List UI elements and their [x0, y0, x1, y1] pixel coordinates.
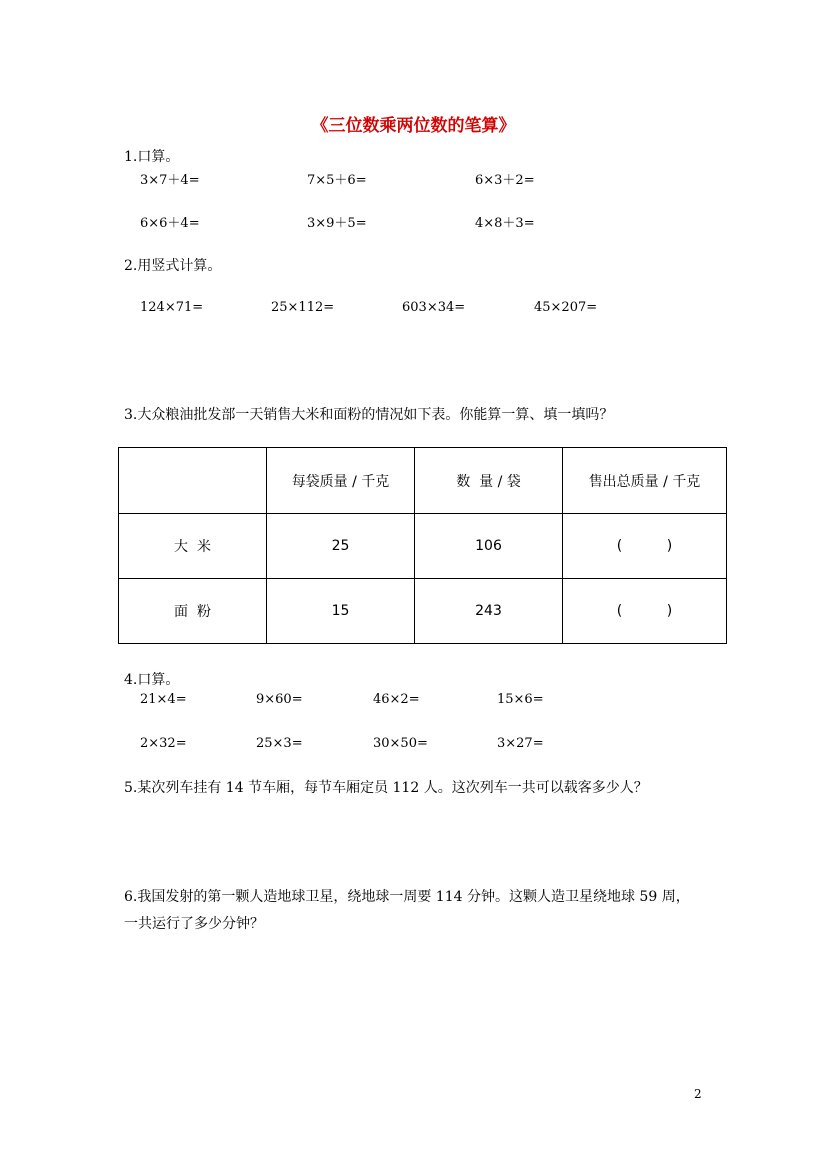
table-header-cell: 数 量 / 袋	[415, 448, 563, 514]
table-row	[119, 514, 727, 579]
page-title: 《三位数乘两位数的笔算》	[311, 116, 516, 136]
q2-expr: 603×34=	[402, 300, 466, 315]
q5-text: 5.某次列车挂有 14 节车厢，每节车厢定员 112 人。这次列车一共可以载客多少人？	[124, 780, 648, 796]
q4-expr: 21×4=	[140, 692, 187, 707]
q1-expr: 3×7＋4=	[140, 173, 200, 188]
q1-expr: 7×5＋6=	[307, 173, 367, 188]
answer-blank: ( )	[563, 514, 727, 579]
q4-expr: 3×27=	[497, 736, 544, 751]
table-row	[119, 579, 727, 644]
q2-expr: 45×207=	[534, 300, 598, 315]
q1-expr: 3×9＋5=	[307, 216, 367, 231]
q4-expr: 25×3=	[256, 736, 303, 751]
table-header-row	[119, 448, 727, 514]
table-cell: 243	[415, 579, 563, 644]
q1-expr: 4×8＋3=	[475, 216, 535, 231]
q3-label: 3.大众粮油批发部一天销售大米和面粉的情况如下表。你能算一算、填一填吗？	[124, 407, 614, 423]
q2-expr: 124×71=	[140, 300, 204, 315]
table-header-cell: 每袋质量 / 千克	[267, 448, 415, 514]
q2-expr: 25×112=	[271, 300, 335, 315]
table-cell: 面 粉	[119, 579, 267, 644]
q1-label: 1.口算。	[124, 149, 180, 165]
q1-expr: 6×6＋4=	[140, 216, 200, 231]
q1-expr: 6×3＋2=	[475, 173, 535, 188]
q6-text-line2: 一共运行了多少分钟？	[124, 916, 264, 932]
answer-blank: ( )	[563, 579, 727, 644]
table-header-cell: 售出总质量 / 千克	[563, 448, 727, 514]
table-cell: 15	[267, 579, 415, 644]
table-cell: 大 米	[119, 514, 267, 579]
q4-expr: 46×2=	[373, 692, 420, 707]
table-cell: 25	[267, 514, 415, 579]
q4-expr: 2×32=	[140, 736, 187, 751]
table-cell: 106	[415, 514, 563, 579]
q4-expr: 15×6=	[497, 692, 544, 707]
page-number: 2	[694, 1087, 702, 1101]
q6-text-line1: 6.我国发射的第一颗人造地球卫星，绕地球一周要 114 分钟。这颗人造卫星绕地球 59 周，	[124, 889, 690, 905]
sales-table	[118, 447, 727, 644]
q4-expr: 9×60=	[256, 692, 303, 707]
table-header-cell	[119, 448, 267, 514]
q4-label: 4.口算。	[124, 672, 180, 688]
q2-label: 2.用竖式计算。	[124, 258, 222, 274]
q4-expr: 30×50=	[373, 736, 428, 751]
